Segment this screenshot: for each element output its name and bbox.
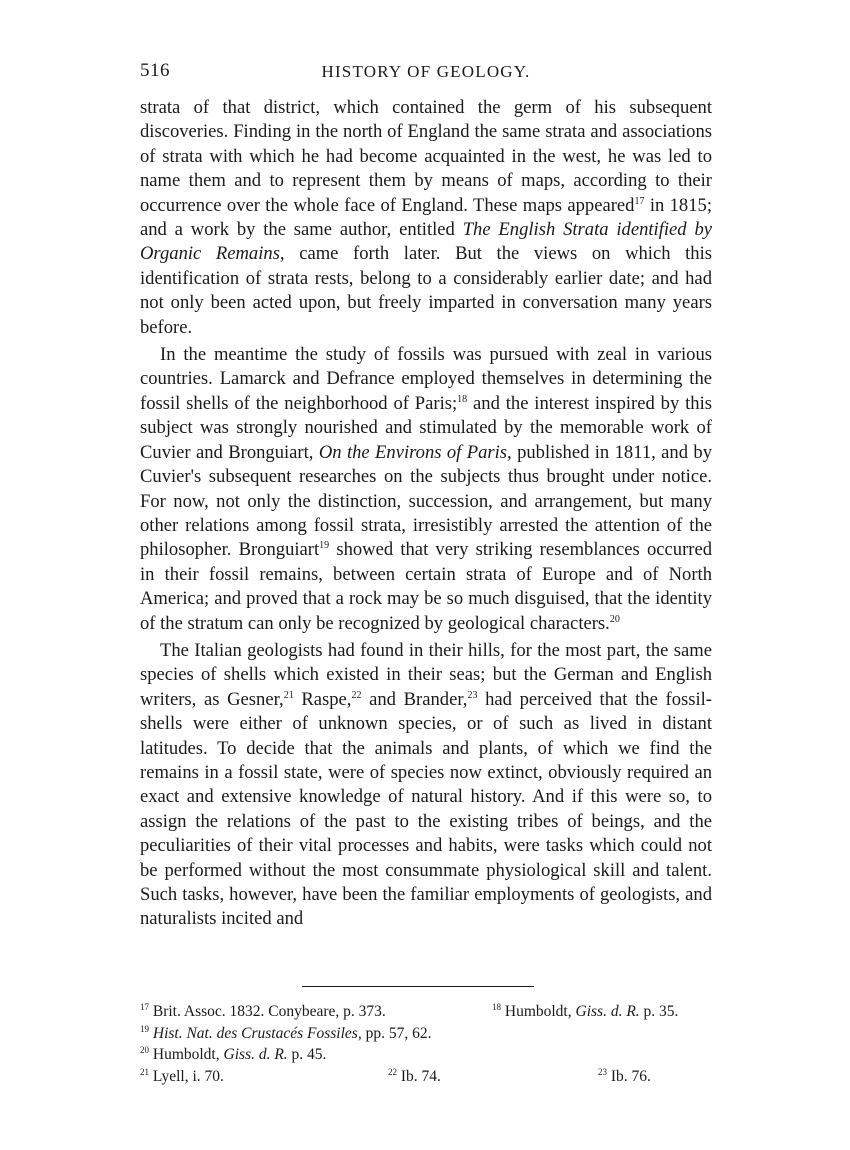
paragraph-text: published in 1811, and by Cuvier's subsequent researches on the subjects thus brought under notice. For now, not only the distinction, succession, and arrangement, but many other relations among fossil strata, irresistibly arrested the attention of the philosopher. Bronguiart (140, 441, 712, 561)
paragraph-text: in 1815; and a work by the same author, entitled (140, 194, 712, 241)
footnote-ref-23: 23 (467, 689, 478, 701)
footnote-text: Ib. 74. (397, 1067, 441, 1085)
paragraph-2 (140, 343, 712, 636)
footnote-text: Brit. Assoc. 1832. Conybeare, p. 373. (149, 1003, 386, 1020)
paragraph-text: The Italian geologists had found in their hills, for the most part, the same species of shells which existed in their seas; but the German and English writers, as Gesner, (140, 639, 712, 710)
footnote-ref-20: 20 (609, 613, 620, 625)
footnote-22 (388, 1066, 441, 1088)
footnote-text: Humboldt, (501, 1003, 576, 1020)
footnote-text: Humboldt, (149, 1046, 224, 1063)
footnote-mark: 17 (140, 1002, 149, 1012)
footnote-line-1 (140, 1001, 712, 1023)
book-title: The English Strata identified by Organic Remains, (140, 219, 712, 265)
footnote-text: p. 35. (639, 1003, 679, 1020)
paragraph-1 (140, 96, 712, 340)
footnote-line-3 (140, 1044, 712, 1066)
running-title: HISTORY OF GEOLOGY. (321, 62, 531, 81)
paragraph-text: Raspe, (293, 688, 352, 710)
book-title: On the Environs of Paris, (318, 441, 512, 463)
paragraph-text: came forth later. But the views on which this identification of strata rests, belong to a considerably earlier date; and had not only been acted upon, but freely imparted in conversation many years before. (140, 243, 712, 338)
footnote-mark: 21 (140, 1066, 149, 1077)
paragraph-text: and the interest inspired by this subject was strongly nourished and stimulated by the memorable work of Cuvier and Bronguiart, (140, 392, 712, 463)
paragraph-text: showed that very striking resemblances occurred in their fossil remains, between certain strata of Europe and of North America; and proved that a rock may be so much disguised, that the identity of the stratum can only be recognized by geological characters. (140, 539, 713, 634)
paragraph-text: In the meantime the study of fossils was pursued with zeal in various countries. Lamarck and Defrance employed themselves in determining the fossil shells of the neighborhood of Paris; (140, 344, 712, 414)
footnote-ref-21: 21 (283, 689, 294, 701)
paragraph-text: and Brander, (361, 688, 468, 710)
paragraph-text: strata of that district, which contained the germ of his subsequent discoveries. Finding in the north of England the same strata and associations of strata with which he had become acquainted in the west, he was led to name them and to represent them by means of maps, according to their occurrence over the whole face of England. These maps appeared (140, 97, 712, 216)
footnote-mark: 19 (140, 1023, 149, 1034)
footnote-text: Ib. 76. (607, 1067, 651, 1085)
footnotes (140, 1001, 712, 1087)
footnote-19 (140, 1023, 431, 1045)
footnote-mark: 22 (388, 1066, 397, 1077)
footnote-title: Giss. d. R. (575, 1003, 640, 1020)
footnote-text: p. 45. (287, 1046, 327, 1063)
footnote-mark: 20 (140, 1045, 149, 1055)
footnote-23 (598, 1066, 651, 1088)
footnote-ref-17: 17 (634, 195, 645, 207)
footnote-21 (140, 1066, 224, 1088)
footnote-ref-22: 22 (351, 689, 362, 701)
paragraph-3 (140, 639, 712, 932)
footnote-mark: 18 (492, 1002, 501, 1012)
footnote-line-2 (140, 1023, 712, 1045)
footnote-title: Hist. Nat. des Crustacés Fossiles, (149, 1024, 362, 1042)
footnote-17 (140, 1001, 386, 1023)
footnote-text: Lyell, i. 70. (149, 1067, 224, 1085)
running-header (140, 60, 712, 86)
footnote-mark: 23 (598, 1066, 607, 1077)
footnote-20 (140, 1044, 326, 1066)
footnote-title: Giss. d. R. (223, 1046, 288, 1063)
footnote-18 (492, 1001, 678, 1023)
page-number: 516 (140, 60, 170, 81)
footnote-divider (302, 986, 534, 987)
footnote-line-4 (140, 1066, 712, 1088)
paragraph-text: had perceived that the fossil-shells were either of unknown species, or of such as lived in distant latitudes. To decide that the animals and plants, of which we find the remains in a fossil state, were of species now extinct, obviously required an exact and extensive knowledge of natural history. And if this were so, to assign the relations of the past to the existing tribes of beings, and the peculiarities of their vital processes and habits, were tasks which could not be performed without the most consummate physiological skill and talent. Such tasks, however, have been the familiar employments of geologists, and naturalists incited and (140, 688, 712, 930)
footnote-ref-19: 19 (319, 540, 330, 552)
body-text (140, 96, 712, 935)
footnote-ref-18: 18 (457, 393, 468, 405)
footnote-text: pp. 57, 62. (361, 1024, 432, 1042)
